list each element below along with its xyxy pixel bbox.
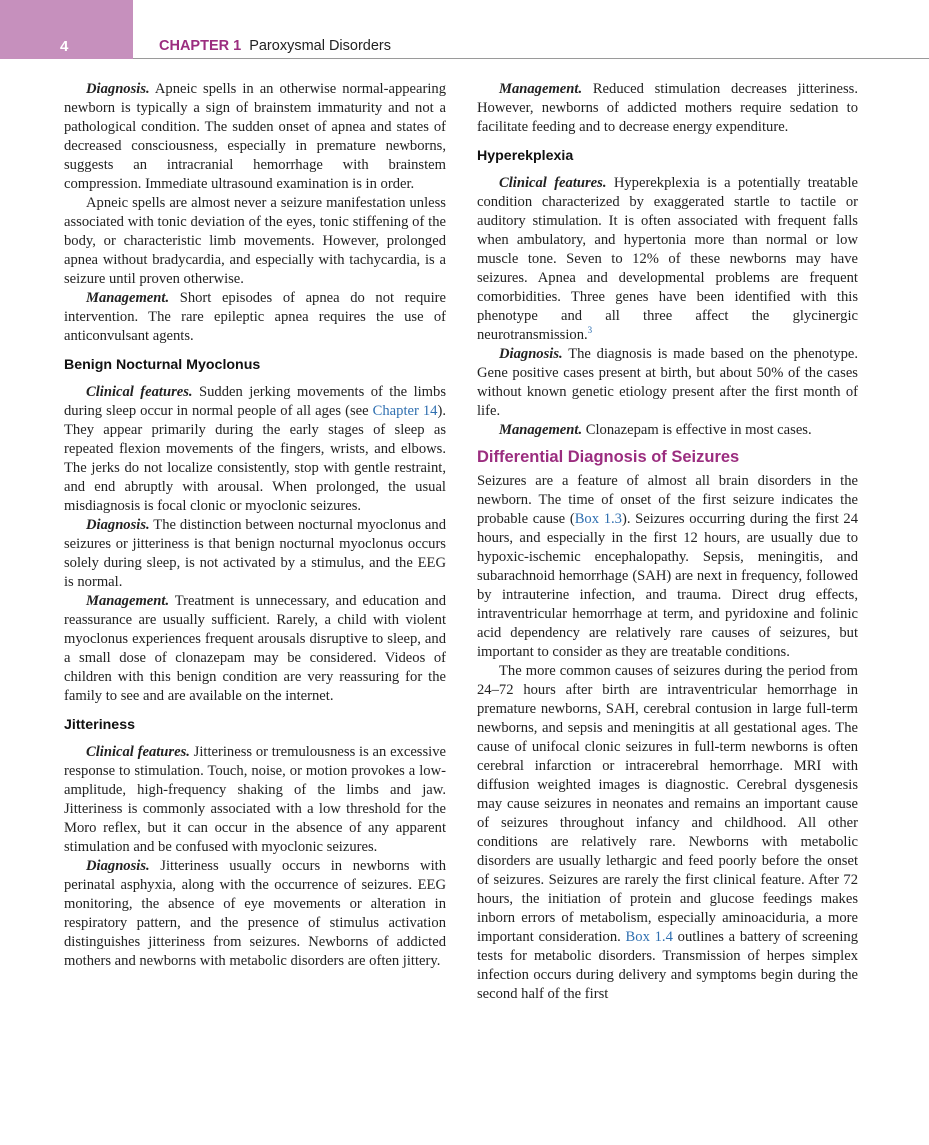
page-number: 4 xyxy=(60,38,69,55)
reference-superscript[interactable]: 3 xyxy=(587,325,593,336)
paragraph-text: Reduced stimulation decreases jitteriness. However, newborns of addicted mothers require sedation to facilitate feeding and to decrease energy expenditure. xyxy=(477,81,858,135)
run-in-heading: Clinical features. xyxy=(86,744,190,760)
run-in-heading: Management. xyxy=(86,593,170,609)
paragraph-text: Seizures are a feature of almost all brain disorders in the newborn. The time of onset of the first seizure indicates the probable cause ( xyxy=(477,473,858,527)
paragraph xyxy=(477,345,858,421)
chapter-14-link[interactable]: Chapter 14 xyxy=(372,403,438,419)
running-header xyxy=(159,38,391,54)
paragraph-text: outlines a battery of screening tests for metabolic disorders. Transmission of herpes simplex infection occurs during delivery and symptoms begin during the second half of the first xyxy=(477,929,858,1002)
run-in-heading: Diagnosis. xyxy=(499,346,563,362)
paragraph-text: Sudden jerking movements of the limbs during sleep occur in normal people of all ages (see xyxy=(64,384,447,419)
paragraph-text: Treatment is unnecessary, and education and reassurance are usually sufficient. Rarely, a child with violent myoclonus experiences frequent arousals disruptive to sleep, and a small dose of clonazepam may be considered. Videos of children with this benign condition are very reassuring for the family to see and are available on the internet. xyxy=(64,593,446,704)
paragraph-text: Jitteriness or tremulousness is an excessive response to stimulation. Touch, noise, or motion provokes a low-amplitude, high-frequency shaking of the limbs and jaw. Jitteriness is commonly associated with a low threshold for the Moro reflex, but it can occur in the absence of any apparent stimulation and be confused with myoclonic seizures. xyxy=(64,744,446,855)
paragraph xyxy=(64,289,446,346)
run-in-heading: Clinical features. xyxy=(499,175,607,191)
header-rule xyxy=(133,58,929,59)
box-1-4-link[interactable]: Box 1.4 xyxy=(625,929,673,945)
page-number-tab xyxy=(0,0,133,59)
left-column xyxy=(64,80,446,971)
paragraph xyxy=(64,80,446,194)
paragraph xyxy=(64,194,446,289)
paragraph xyxy=(477,472,858,662)
paragraph-text: ). Seizures occurring during the first 24 hours, and especially in the first 12 hours, are usually due to hypoxic-ischemic encephalopathy. Sepsis, meningitis, and subarachnoid hemorrhage (SAH) are next in frequency, followed by intrauterine infection, and trauma. Direct drug effects, intraventricular hemorrhage at term, and pyridoxine and folinic acid dependency are relatively rare causes of seizures, but important to consider as they are treatable conditions. xyxy=(477,511,858,660)
run-in-heading: Clinical features. xyxy=(86,384,193,400)
paragraph xyxy=(64,516,446,592)
paragraph xyxy=(477,174,858,345)
run-in-heading: Management. xyxy=(499,422,583,438)
section-heading-differential-diagnosis: Differential Diagnosis of Seizures xyxy=(477,448,740,466)
paragraph-text: Clonazepam is effective in most cases. xyxy=(582,422,812,438)
paragraph xyxy=(64,743,446,857)
paragraph xyxy=(64,383,446,516)
run-in-heading: Diagnosis. xyxy=(86,517,150,533)
paragraph-text: Apneic spells in an otherwise normal-appearing newborn is typically a sign of brainstem immaturity and not a pathological condition. The sudden onset of apnea and states of decreased consciousness, especially in premature newborns, suggests an intracranial hemorrhage with brainstem compression. Immediate ultrasound examination is in order. xyxy=(64,81,446,192)
chapter-title: Paroxysmal Disorders xyxy=(249,38,392,54)
paragraph-text: ). They appear primarily during the early stages of sleep as repeated flexion movements of the fingers, wrists, and elbows. The jerks do not localize consistently, stop with gentle restraint, and end abruptly with arousal. When prolonged, the usual misdiagnosis is focal clonic or myoclonic seizures. xyxy=(64,403,446,514)
right-column xyxy=(477,80,858,1004)
paragraph xyxy=(477,80,858,137)
paragraph xyxy=(477,662,858,1004)
section-heading-jitteriness: Jitteriness xyxy=(64,717,135,733)
run-in-heading: Diagnosis. xyxy=(86,858,150,874)
paragraph xyxy=(64,857,446,971)
box-1-3-link[interactable]: Box 1.3 xyxy=(574,511,622,527)
paragraph xyxy=(64,592,446,706)
paragraph-text: Apneic spells are almost never a seizure manifestation unless associated with tonic deviation of the eyes, tonic stiffening of the body, or characteristic limb movements. However, prolonged apnea without bradycardia, and especially with tachycardia, is a seizure until proven otherwise. xyxy=(64,195,446,287)
paragraph-text: The more common causes of seizures during the period from 24–72 hours after birth are intraventricular hemorrhage in premature newborns, SAH, cerebral contusion in large full-term newborns, and sepsis and meningitis at all gestational ages. The cause of unifocal clonic seizures in full-term newborns is often cerebral infarction or intracerebral hemorrhage. MRI with diffusion weighted images is diagnostic. Cerebral dysgenesis may cause seizures in neonates and remains an important cause of seizures throughout infancy and childhood. All other conditions are relatively rare. Newborns with metabolic disorders are usually lethargic and feed poorly before the onset of seizures. Seizures are rarely the first clinical feature. After 72 hours, the initiation of protein and glucose feedings makes inborn errors of metabolism, especially aminoaciduria, a more important consideration. xyxy=(477,663,858,945)
paragraph-text: The diagnosis is made based on the phenotype. Gene positive cases present at birth, but about 50% of the cases without known genetic etiology present after the first month of life. xyxy=(477,346,858,419)
paragraph-text: The distinction between nocturnal myoclonus and seizures or jitteriness is that benign nocturnal myoclonus occurs solely during sleep, is not activated by a stimulus, and the EEG is normal. xyxy=(64,517,446,590)
section-heading-benign-nocturnal-myoclonus: Benign Nocturnal Myoclonus xyxy=(64,357,261,373)
paragraph xyxy=(477,421,858,440)
paragraph-text: Hyperekplexia is a potentially treatable condition characterized by exaggerated startle to tactile or auditory stimulation. It is often associated with frequent falls when ambulatory, and hypertonia more than normal or low muscle tone. Seven to 12% of these newborns may have seizures. Apnea and developmental problems are frequent comorbidities. Three genes have been identified with this phenotype and all three affect the glycinergic neurotransmission. xyxy=(477,175,858,343)
paragraph-text: Short episodes of apnea do not require intervention. The rare epileptic apnea requires the use of anticonvulsant agents. xyxy=(64,290,446,344)
run-in-heading: Management. xyxy=(86,290,170,306)
paragraph-text: Jitteriness usually occurs in newborns with perinatal asphyxia, along with the occurrence of seizures. EEG monitoring, the absence of eye movements or alteration in respiratory pattern, and the presence of stimulus activation distinguishes jitteriness from seizures. Newborns of addicted mothers and newborns with metabolic disorders are often jittery. xyxy=(64,858,446,969)
run-in-heading: Management. xyxy=(499,81,583,97)
chapter-label: CHAPTER 1 xyxy=(159,38,242,54)
run-in-heading: Diagnosis. xyxy=(86,81,150,97)
section-heading-hyperekplexia: Hyperekplexia xyxy=(477,148,574,164)
